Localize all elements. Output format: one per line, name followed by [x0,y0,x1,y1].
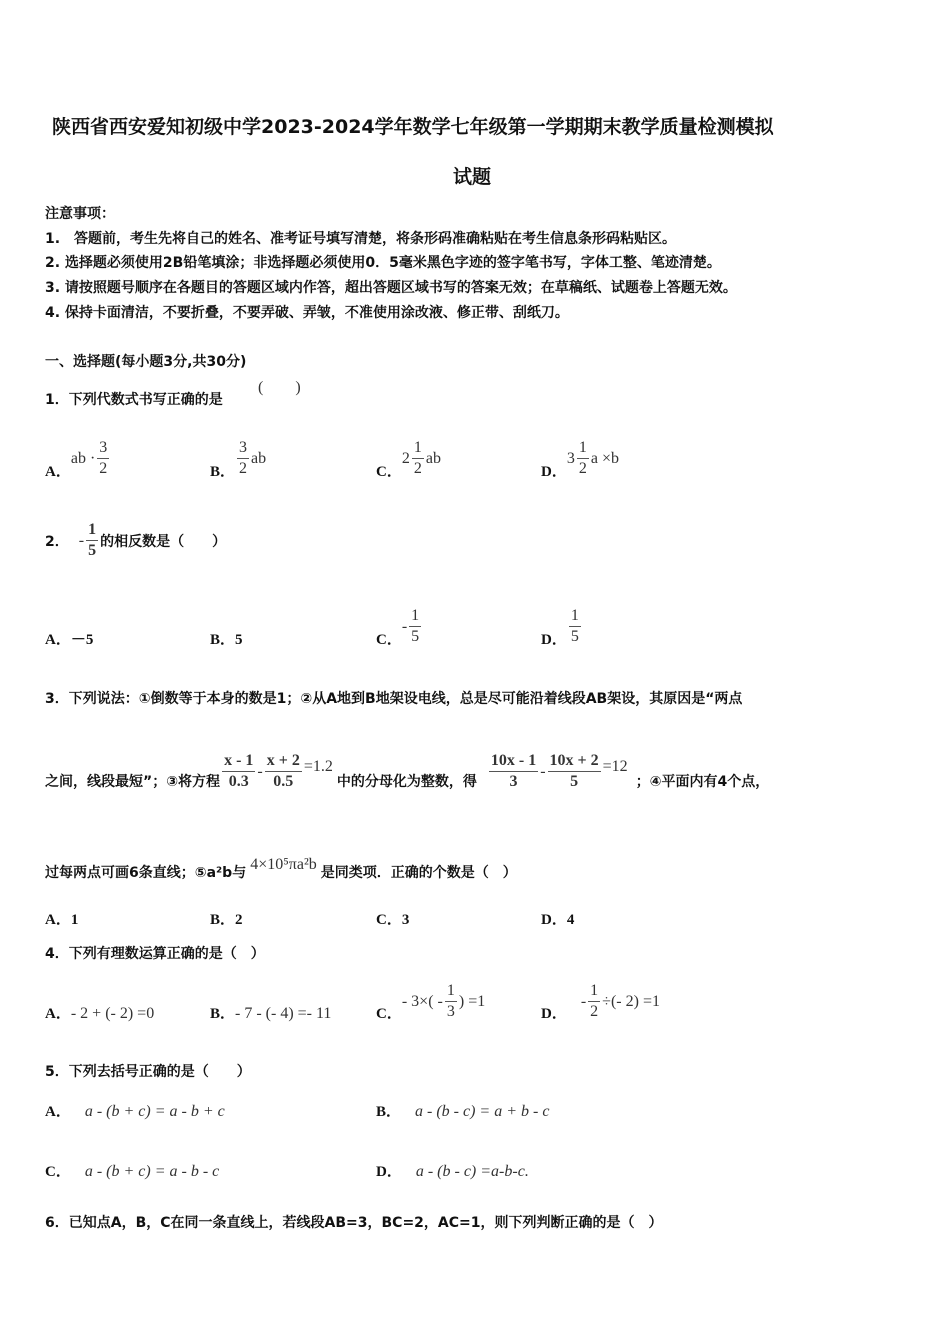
numerator: 10x + 2 [548,751,601,772]
numerator: 3 [237,438,249,459]
q3-option-a: A．1 [45,912,79,928]
q3-line1: 3．下列说法：①倒数等于本身的数是1；②从A地到B地架设电线，总是尽可能沿着线段AB架设，其原因是“两点 [45,691,743,707]
numerator: 1 [569,606,581,627]
option-text: a - (b + c) = a - b - c [84,1163,220,1180]
math-text: =1.2 [303,757,333,775]
fraction [222,751,255,792]
option-label: B． [210,464,236,480]
q5-stem: 5．下列去括号正确的是（ ） [45,1064,251,1080]
denominator: 3 [446,1003,455,1020]
denominator: 5 [570,773,579,790]
option-label: A． [45,1006,71,1022]
denominator: 2 [413,460,422,477]
question-text: 中的分母化为整数，得 [336,773,477,790]
math-text: ÷(- 2) =1 [602,992,660,1010]
q4-option-b [210,1002,331,1023]
fraction [569,606,581,647]
fraction [97,438,109,479]
option-label: C． [45,1164,71,1180]
numerator: 1 [409,606,421,627]
option-text: －5 [70,632,94,648]
option-text: - 7 - (- 4) =- 11 [235,1005,332,1022]
option-label: A． [45,632,71,648]
option-label: C． [376,1006,402,1022]
option-label: D． [541,464,567,480]
option-text: a - (b + c) = a - b + c [84,1103,225,1120]
q6-stem: 6．已知点A，B，C在同一条直线上，若线段AB=3，BC=2，AC=1，则下列判断正确的是（ ） [45,1215,663,1231]
q4-option-c [376,980,485,1023]
fraction [412,438,424,479]
math-text: a ×b [590,449,619,467]
option-label: B． [210,632,236,648]
q2-option-a [45,628,93,649]
q3-option-d: D．4 [541,912,575,928]
option-text: - 2 + (- 2) =0 [70,1005,155,1022]
math-text: - [78,531,85,549]
q5-option-c [45,1160,219,1181]
denominator: 0.5 [273,773,294,790]
q2-stem [45,520,226,561]
numerator: 10x - 1 [489,751,538,772]
section-heading: 一、选择题(每小题3分,共30分) [45,354,247,370]
option-text: a - (b - c) = a + b - c [415,1103,550,1120]
fraction [588,981,600,1022]
fraction [86,520,98,561]
fraction [237,438,249,479]
q3-option-c: C．3 [376,912,410,928]
math-text: ab · [70,449,96,467]
q3-option-b: B．2 [210,912,243,928]
math-text: - [257,762,263,780]
notes-heading: 注意事项： [45,206,115,222]
q3-line2 [45,751,769,792]
fraction [489,751,538,792]
question-text: 过每两点可画6条直线；⑤a²b与 [45,865,247,881]
note-item: 1. 答题前，考生先将自己的姓名、准考证号填写清楚，将条形码准确粘贴在考生信息条形码粘贴区。 [45,231,677,247]
numerator: 1 [86,520,98,541]
q4-option-d [541,980,660,1023]
numerator: 1 [577,438,589,459]
q5-option-d [376,1160,529,1181]
title-line2: 试题 [453,166,492,188]
option-label: B． [210,1006,236,1022]
denominator: 2 [99,460,108,477]
math-text: 2 [401,449,410,467]
q2-option-c [376,604,423,649]
note-item: 4. 保持卡面清洁，不要折叠，不要弄破、弄皱，不准使用涂改液、修正带、刮纸刀。 [45,305,569,321]
question-text: 的相反数是（ ） [100,533,227,550]
option-label: C． [376,632,402,648]
q1-paren: ( ) [258,379,301,396]
q3-line3 [45,848,517,882]
q2-option-d [541,604,583,649]
denominator: 2 [590,1003,599,1020]
note-item: 2. 选择题必须使用2B铅笔填涂；非选择题必须使用0．5毫米黑色字迹的签字笔书写，字体工整、笔迹清楚。 [45,255,721,271]
math-text: ) =1 [458,992,486,1010]
q1-option-c [376,436,441,481]
fraction [265,751,302,792]
denominator: 5 [88,542,97,559]
q4-option-a [45,1002,154,1023]
math-text: - [401,617,408,635]
numerator: 1 [412,438,424,459]
numerator: x - 1 [222,751,255,772]
q5-option-b [376,1100,549,1121]
fraction [548,751,601,792]
fraction [577,438,589,479]
question-text: 之间，线段最短”；③将方程 [45,773,221,790]
q1-stem: 1．下列代数式书写正确的是 [45,392,223,408]
math-text: - [540,762,546,780]
math-text: ab [251,449,267,467]
denominator: 2 [239,460,248,477]
q1-option-b [210,436,266,481]
option-label: D． [541,1006,567,1022]
q4-stem: 4．下列有理数运算正确的是（ ） [45,946,265,962]
option-label: D． [541,632,567,648]
denominator: 5 [411,628,420,645]
math-text: =12 [602,757,628,775]
math-text: 3 [566,449,575,467]
option-text: a - (b - c) =a-b-c. [415,1163,529,1180]
question-text: 是同类项．正确的个数是（ ） [320,865,517,881]
option-text: 5 [235,632,243,648]
math-text: - [580,992,587,1010]
option-label: A． [45,464,71,480]
fraction [409,606,421,647]
q5-option-a [45,1100,225,1121]
option-label: A． [45,1104,71,1120]
denominator: 5 [570,628,579,645]
denominator: 3 [509,773,518,790]
numerator: 1 [445,981,457,1002]
denominator: 2 [578,460,587,477]
numerator: x + 2 [265,751,302,772]
option-label: C． [376,464,402,480]
title-line1: 陕西省西安爱知初级中学2023-2024学年数学七年级第一学期期末教学质量检测模拟 [52,116,774,138]
q2-option-b [210,628,243,649]
option-label: D． [376,1164,402,1180]
math-expression: 4×10⁵πa²b [250,856,317,873]
numerator: 3 [97,438,109,459]
q1-option-a [45,436,111,481]
question-number: 2． [45,533,69,550]
math-text: - 3×( - [401,992,443,1010]
math-text: ab [425,449,441,467]
fraction [445,981,457,1022]
denominator: 0.3 [228,773,249,790]
option-label: B． [376,1104,402,1120]
note-item: 3. 请按照题号顺序在各题目的答题区域内作答，超出答题区域书写的答案无效；在草稿纸、试题卷上答题无效。 [45,280,737,296]
numerator: 1 [588,981,600,1002]
question-text: ；④平面内有4个点， [635,773,770,790]
q1-option-d [541,436,619,481]
